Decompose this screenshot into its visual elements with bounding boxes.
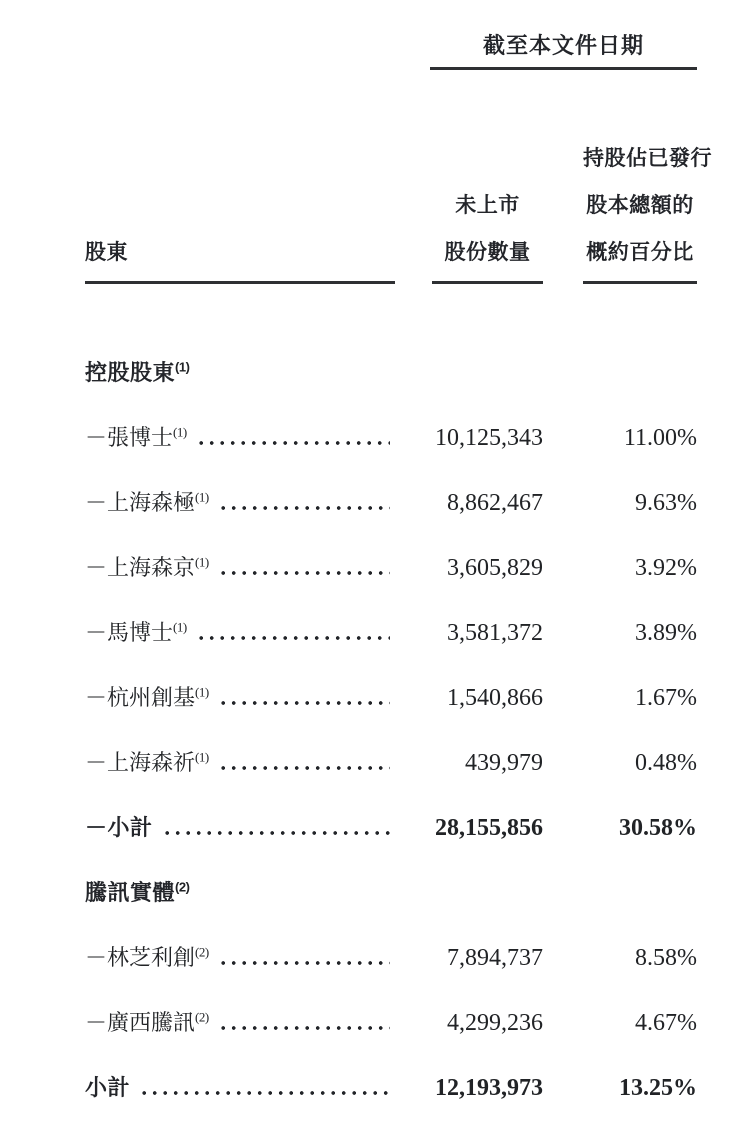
column-header-percent-line1: 持股佔已發行 [583,147,712,170]
percent-value: 13.25% [619,1075,697,1101]
column-header-shareholder-label: 股東 [85,241,128,264]
percent-value: 11.00% [623,425,697,451]
percent-value: 30.58% [619,815,697,841]
footnote-ref: (1) [195,749,209,765]
footnote-ref: (2) [195,944,209,960]
date-header-rule [430,67,697,70]
section-header-label: 騰訊實體$^{(2)}$ [85,879,190,905]
shares-value: 3,605,829 [447,555,543,581]
subtotal-row [85,1055,697,1120]
footnote-ref: (1) [173,424,187,440]
footnote-ref: (1) [195,554,209,570]
subtotal-row [85,795,697,860]
shareholder-name: －杭州創基$^{(1)}$ [85,684,209,710]
footnote-ref: (2) [175,879,190,895]
shares-value: 12,193,973 [435,1075,543,1101]
shareholder-name: －上海森極$^{(1)}$ [85,489,209,515]
dot-leader [199,441,390,445]
shares-value: 28,155,856 [435,815,543,841]
table-body [85,340,697,1120]
table-header-row [85,134,712,284]
percent-value: 9.63% [635,490,697,516]
dot-leader [221,1026,390,1030]
footnote-ref: (2) [195,1009,209,1025]
column-header-percent-line2: 股本總額的 [586,194,694,217]
shares-value: 439,979 [465,750,543,776]
shareholder-name: －張博士$^{(1)}$ [85,424,187,450]
section-header-controlling-shareholders [85,340,697,405]
table-row [85,535,697,600]
dot-leader [221,766,390,770]
table-row [85,470,697,535]
percent-value: 0.48% [635,750,697,776]
shares-value: 7,894,737 [447,945,543,971]
date-header-block [430,26,697,70]
shareholder-name: －林芝利創$^{(2)}$ [85,944,209,970]
column-header-percent-line3: 概約百分比 [586,241,694,264]
footnote-ref: (1) [195,684,209,700]
shareholder-name: －廣西騰訊$^{(2)}$ [85,1009,209,1035]
table-row [85,730,697,795]
dot-leader [221,701,390,705]
shares-value: 1,540,866 [447,685,543,711]
column-header-percent [583,134,712,284]
footnote-ref: (1) [195,489,209,505]
table-row [85,990,697,1055]
table-row [85,405,697,470]
column-header-shareholder [85,134,395,284]
shares-value: 4,299,236 [447,1010,543,1036]
percent-value: 4.67% [635,1010,697,1036]
dot-leader [165,831,390,835]
table-row [85,665,697,730]
footnote-ref: (1) [173,619,187,635]
shareholder-name: －馬博士$^{(1)}$ [85,619,187,645]
dot-leader [142,1091,390,1095]
section-header-label: 控股股東$^{(1)}$ [85,359,190,385]
column-header-shares [432,134,543,284]
column-header-shares-line1: 未上市 [455,194,520,217]
percent-value: 3.92% [635,555,697,581]
section-header-tencent-entities [85,860,697,925]
shares-value: 8,862,467 [447,490,543,516]
subtotal-label: －小計 [85,815,153,840]
shares-value: 10,125,343 [435,425,543,451]
percent-value: 3.89% [635,620,697,646]
footnote-ref: (1) [175,359,190,375]
shareholder-name: －上海森京$^{(1)}$ [85,554,209,580]
date-header-title: 截至本文件日期 [482,33,644,58]
shareholder-name: －上海森祈$^{(1)}$ [85,749,209,775]
table-row [85,925,697,990]
shares-value: 3,581,372 [447,620,543,646]
column-header-shares-line2: 股份數量 [444,241,531,264]
dot-leader [221,571,390,575]
dot-leader [221,506,390,510]
dot-leader [199,636,390,640]
subtotal-label: 小計 [85,1075,131,1100]
percent-value: 1.67% [635,685,697,711]
table-row [85,600,697,665]
percent-value: 8.58% [635,945,697,971]
dot-leader [221,961,390,965]
